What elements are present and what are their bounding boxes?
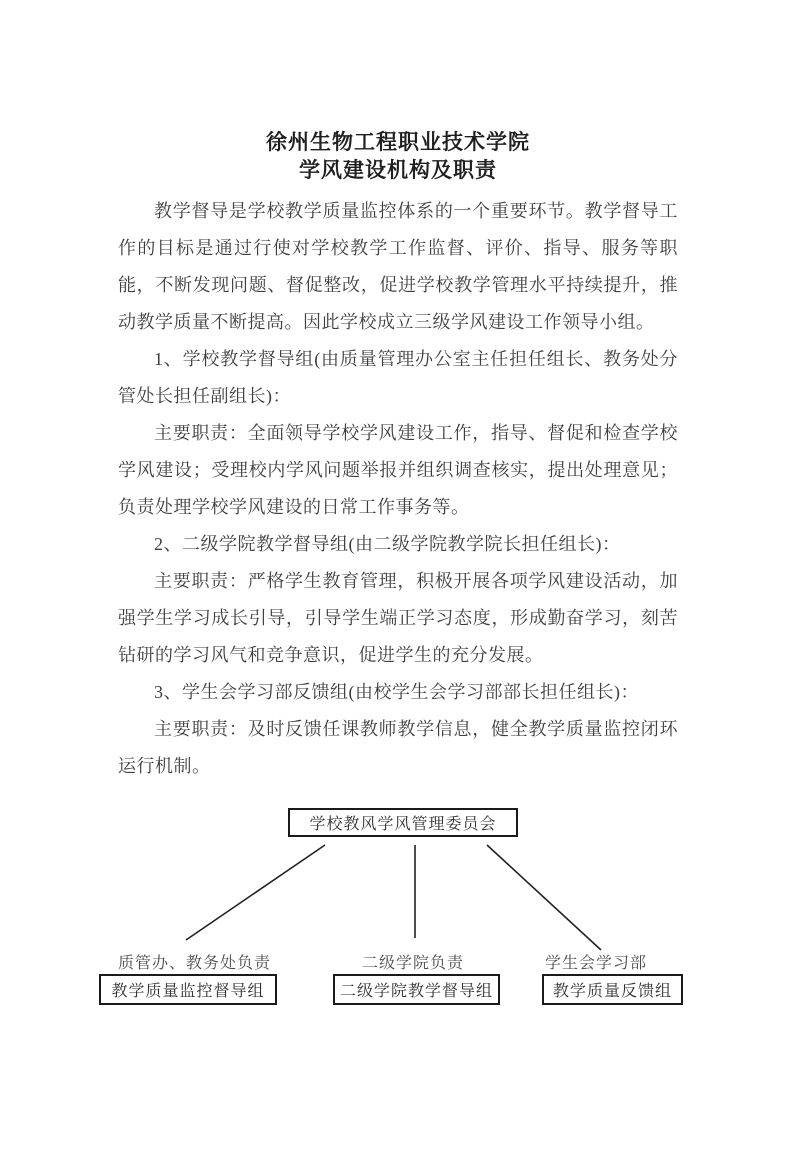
branch-label-student-union: 学生会学习部 [545, 955, 648, 972]
document-text-block [118, 128, 678, 785]
paragraph-intro: 教学督导是学校教学质量监控体系的一个重要环节。教学督导工作的目标是通过行使对学校教学工作监督、评价、指导、服务等职能，不断发现问题、督促整改，促进学校教学管理水平持续提升，推动教学质量不断提高。因此学校成立三级学风建设工作领导小组。 [118, 201, 678, 332]
paragraph-group2-duties: 主要职责：严格学生教育管理，积极开展各项学风建设活动，加强学生学习成长引导，引导学生端正学习态度，形成勤奋学习，刻苦钻研的学习风气和竞争意识，促进学生的充分发展。 [118, 571, 678, 665]
branch-box-quality-supervision-group: 教学质量监控督导组 [99, 974, 277, 1005]
document-title: 徐州生物工程职业技术学院 [266, 130, 530, 154]
branch-label-quality-office: 质管办、教务处负责 [118, 955, 272, 972]
paragraph-group2-heading: 2、二级学院教学督导组(由二级学院教学院长担任组长)： [154, 534, 621, 554]
branch-box-feedback-group: 教学质量反馈组 [542, 974, 683, 1005]
connector-line-right [487, 845, 601, 950]
paragraph-group1-heading: 1、学校教学督导组(由质量管理办公室主任担任组长、教务处分管处长担任副组长)： [118, 349, 678, 406]
branch-box-college-supervision-group: 二级学院教学督导组 [333, 974, 500, 1005]
branch-label-secondary-college: 二级学院负责 [362, 955, 465, 972]
document-body [118, 193, 678, 785]
paragraph-group1-duties: 主要职责：全面领导学校学风建设工作，指导、督促和检查学校学风建设；受理校内学风问题举报并组织调查核实，提出处理意见；负责处理学校学风建设的日常工作事务等。 [118, 423, 678, 517]
paragraph-group3-duties: 主要职责：及时反馈任课教师教学信息，健全教学质量监控闭环运行机制。 [118, 719, 678, 776]
connector-line-left [186, 845, 325, 940]
org-chart-root-box: 学校教风学风管理委员会 [288, 808, 518, 837]
document-subtitle: 学风建设机构及职责 [299, 158, 497, 182]
paragraph-group3-heading: 3、学生会学习部反馈组(由校学生会学习部部长担任组长)： [154, 682, 639, 702]
